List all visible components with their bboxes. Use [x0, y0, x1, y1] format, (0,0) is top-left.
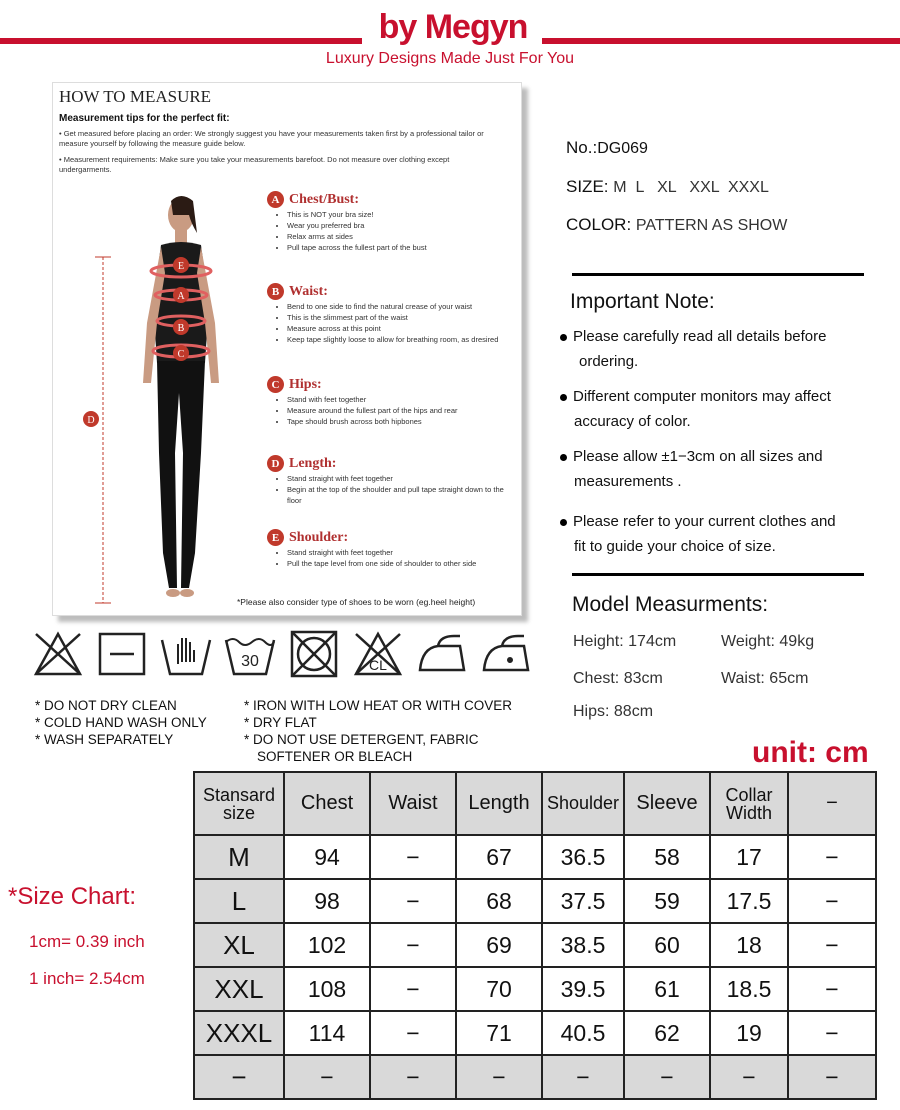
table-cell: 17.5 [710, 879, 788, 923]
guide-tip-2: • Measurement requirements: Make sure you take your measurements barefoot. Do not measure over clothing except undergarments. [59, 155, 450, 175]
table-cell: − [788, 1011, 876, 1055]
table-row [194, 879, 876, 923]
table-cell: 108 [284, 967, 370, 1011]
model-weight: Weight: 49kg [721, 633, 815, 650]
divider [572, 273, 864, 276]
table-cell: − [370, 1011, 456, 1055]
guide-title: HOW TO MEASURE [59, 87, 212, 106]
table-cell: 60 [624, 923, 710, 967]
header-cell: Waist [370, 772, 456, 835]
no-tumble-dry-icon [288, 628, 340, 680]
table-cell: 62 [624, 1011, 710, 1055]
note-title: Important Note: [570, 290, 715, 313]
conversion-inch: 1 inch= 2.54cm [29, 969, 145, 988]
model-figure [63, 193, 263, 613]
section-chest [267, 191, 517, 254]
table-cell: 18.5 [710, 967, 788, 1011]
product-size [566, 177, 769, 197]
section-item: • Keep tape slightly loose to allow for breathing room, as dresired [287, 335, 517, 346]
brand-logo: by Megyn [378, 8, 528, 46]
table-row [194, 967, 876, 1011]
care-item: * IRON WITH LOW HEAT OR WITH COVER [244, 698, 513, 713]
table-cell: 94 [284, 835, 370, 879]
section-item: • Tape should brush across both hipbones [287, 417, 517, 428]
care-item: SOFTENER OR BLEACH [257, 749, 413, 764]
section-title: Hips: [289, 376, 322, 392]
table-cell: − [788, 1055, 876, 1099]
header-cell: Stansard size [194, 772, 284, 835]
table-cell: − [788, 835, 876, 879]
header-cell: Shoulder [542, 772, 624, 835]
care-item: * DO NOT USE DETERGENT, FABRIC [244, 732, 479, 747]
guide-tip-1: • Get measured before placing an order: We strongly suggest you have your measurements taken first by a professional tailor or measure yourself by following the measure guide below. [59, 129, 484, 149]
header-cell: Sleeve [624, 772, 710, 835]
wash-30-icon [224, 628, 276, 680]
unit-label: unit: cm [752, 736, 869, 769]
measure-guide-card [52, 82, 522, 616]
section-item: • Wear you preferred bra [287, 221, 517, 232]
note-item [560, 384, 880, 434]
section-item: • Stand with feet together [287, 395, 517, 406]
care-item: * DRY FLAT [244, 715, 317, 730]
table-cell: − [788, 923, 876, 967]
header-line-right [542, 38, 900, 44]
note-item [560, 444, 880, 494]
table-cell: 69 [456, 923, 542, 967]
size-cell: M [194, 835, 284, 879]
figure-label-a: A [177, 291, 185, 302]
table-cell: 19 [710, 1011, 788, 1055]
section-shoulder [267, 529, 517, 570]
label: COLOR: [566, 215, 632, 234]
table-cell: − [542, 1055, 624, 1099]
no-bleach-icon [352, 628, 404, 680]
table-cell: 70 [456, 967, 542, 1011]
table-cell: 40.5 [542, 1011, 624, 1055]
header-cell: Chest [284, 772, 370, 835]
table-cell: 39.5 [542, 967, 624, 1011]
table-row [194, 1011, 876, 1055]
section-item: • Begin at the top of the shoulder and pull tape straight down to the floor [287, 485, 517, 507]
table-cell: − [370, 1055, 456, 1099]
care-list-left [35, 697, 207, 748]
model-title: Model Measurments: [572, 593, 769, 616]
table-cell: 67 [456, 835, 542, 879]
care-item: * WASH SEPARATELY [35, 732, 174, 747]
care-item: * COLD HAND WASH ONLY [35, 715, 207, 730]
care-item: * DO NOT DRY CLEAN [35, 698, 177, 713]
section-title: Length: [289, 455, 337, 471]
conversion-cm: 1cm= 0.39 inch [29, 932, 145, 951]
header-cell: Length [456, 772, 542, 835]
model-chest: Chest: 83cm [573, 670, 663, 687]
table-cell: − [456, 1055, 542, 1099]
section-title: Shoulder: [289, 529, 349, 545]
table-cell: − [788, 967, 876, 1011]
table-header-row [194, 772, 876, 835]
model-waist: Waist: 65cm [721, 670, 809, 687]
hand-wash-icon [160, 628, 212, 680]
divider [572, 573, 864, 576]
table-cell: 71 [456, 1011, 542, 1055]
section-item: • Measure around the fullest part of the hips and rear [287, 406, 517, 417]
table-cell: 114 [284, 1011, 370, 1055]
note-line: Please carefully read all details before [573, 328, 827, 345]
note-line: Please refer to your current clothes and [573, 513, 836, 530]
section-item: • Relax arms at sides [287, 232, 517, 243]
section-item: • Stand straight with feet together [287, 548, 517, 559]
size-cell: XL [194, 923, 284, 967]
note-item [560, 324, 880, 374]
wash-temp-label: 30 [241, 653, 259, 670]
note-line: ordering. [579, 353, 639, 370]
table-cell: − [370, 879, 456, 923]
bleach-mark-label: CL [369, 657, 387, 673]
section-item: • Pull the tape level from one side of shoulder to other side [287, 559, 517, 570]
note-line: accuracy of color. [574, 413, 691, 430]
no-dry-clean-icon [32, 628, 84, 680]
badge-c: C [267, 376, 284, 393]
guide-note: *Please also consider type of shoes to be worn (eg.heel height) [237, 597, 476, 607]
figure-label-c: C [177, 349, 185, 360]
size-chart-title: *Size Chart: [8, 883, 137, 910]
table-cell: − [284, 1055, 370, 1099]
header-cell: − [788, 772, 876, 835]
table-cell: 102 [284, 923, 370, 967]
table-cell: − [370, 835, 456, 879]
guide-subtitle: Measurement tips for the perfect fit: [59, 113, 230, 124]
table-cell: − [370, 923, 456, 967]
size-cell: − [194, 1055, 284, 1099]
table-row [194, 835, 876, 879]
section-length [267, 455, 517, 507]
table-cell: 59 [624, 879, 710, 923]
badge-b: B [267, 283, 284, 300]
section-title: Chest/Bust: [289, 191, 360, 207]
value: DG069 [597, 140, 648, 157]
table-cell: 36.5 [542, 835, 624, 879]
note-line: fit to guide your choice of size. [574, 538, 776, 555]
product-number [566, 138, 648, 158]
badge-a: A [267, 191, 284, 208]
size-cell: L [194, 879, 284, 923]
table-cell: 18 [710, 923, 788, 967]
product-color [566, 215, 787, 235]
size-chart-table [193, 771, 877, 1100]
value: M L XL XXL XXXL [613, 179, 769, 196]
iron-icon [416, 628, 468, 680]
figure-label-e: E [177, 261, 185, 272]
model-height: Height: 174cm [573, 633, 677, 650]
iron-low-heat-icon [480, 628, 532, 680]
value: PATTERN AS SHOW [635, 217, 788, 234]
dry-flat-icon [96, 628, 148, 680]
size-cell: XXL [194, 967, 284, 1011]
section-hips [267, 376, 517, 428]
table-cell: − [710, 1055, 788, 1099]
size-cell: XXXL [194, 1011, 284, 1055]
note-item [560, 509, 880, 559]
figure-label-b: B [177, 323, 185, 334]
care-icons [32, 628, 532, 680]
note-line: Different computer monitors may affect [573, 388, 831, 405]
section-item: • Measure across at this point [287, 324, 517, 335]
table-row [194, 1055, 876, 1099]
section-item: • Stand straight with feet together [287, 474, 517, 485]
section-item: • Pull tape across the fullest part of the bust [287, 243, 517, 254]
table-cell: 38.5 [542, 923, 624, 967]
badge-e: E [267, 529, 284, 546]
table-cell: 68 [456, 879, 542, 923]
table-cell: 61 [624, 967, 710, 1011]
table-cell: − [370, 967, 456, 1011]
header-cell: Collar Width [710, 772, 788, 835]
figure-label-d: D [87, 415, 95, 426]
section-waist [267, 283, 517, 346]
badge-d: D [267, 455, 284, 472]
table-cell: 98 [284, 879, 370, 923]
table-cell: 37.5 [542, 879, 624, 923]
tagline: Luxury Designs Made Just For You [325, 50, 575, 67]
note-line: measurements . [574, 473, 682, 490]
table-row [194, 923, 876, 967]
section-title: Waist: [289, 283, 328, 299]
section-item: • This is NOT your bra size! [287, 210, 517, 221]
care-list-right [244, 697, 512, 765]
model-hips: Hips: 88cm [573, 703, 654, 720]
header-line-left [0, 38, 362, 44]
table-cell: − [788, 879, 876, 923]
table-cell: 17 [710, 835, 788, 879]
note-line: Please allow ±1−3cm on all sizes and [573, 448, 823, 465]
label: SIZE: [566, 177, 609, 196]
section-item: • This is the slimmest part of the waist [287, 313, 517, 324]
table-cell: − [624, 1055, 710, 1099]
table-cell: 58 [624, 835, 710, 879]
label: No.: [566, 138, 598, 157]
section-item: • Bend to one side to find the natural crease of your waist [287, 302, 517, 313]
